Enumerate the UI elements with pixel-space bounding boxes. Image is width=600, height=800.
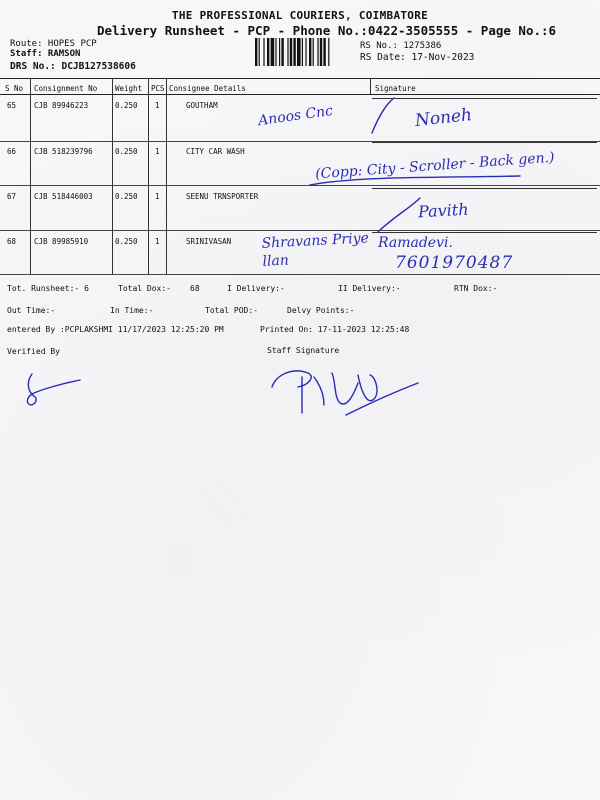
handwriting-r67: Pavith	[417, 199, 469, 222]
row-consignee: SEENU TRNSPORTER	[186, 192, 259, 201]
col-header-consignment: Consignment No	[34, 84, 98, 93]
row-sno: 66	[7, 147, 17, 156]
rtn-dox-label: RTN Dox:-	[454, 284, 498, 293]
row-weight: 0.250	[115, 101, 138, 110]
out-time-label: Out Time:-	[7, 306, 56, 315]
handwriting-r66: (Copp: City - Scroller - Back gen.)	[314, 149, 556, 183]
company-name: THE PROFESSIONAL COURIERS, COIMBATORE	[171, 9, 429, 22]
in-time-label: In Time:-	[110, 306, 154, 315]
rs-number: RS No.: 1275386	[360, 41, 442, 51]
delvy-points-label: Delvy Points:-	[287, 306, 355, 315]
staff-signature-label: Staff Signature	[267, 346, 340, 355]
row-consignee: SRINIVASAN	[186, 237, 232, 246]
row-consignment: CJB 89946223	[34, 101, 89, 110]
staff-signature	[262, 355, 422, 425]
row-consignment: CJB 518239796	[34, 147, 93, 156]
col-header-signature: Signature	[375, 84, 416, 93]
ii-delivery-label: II Delivery:-	[338, 284, 401, 293]
route-label: Route: HOPES PCP	[10, 39, 97, 49]
row-consignment: CJB 89985910	[34, 237, 89, 246]
handwriting-r68-name: Ramadevi.	[378, 235, 453, 251]
ink-stroke-r65	[372, 98, 394, 133]
handwriting-r68-left: Shravans Priye llan	[261, 230, 370, 270]
ink-stroke-r67	[378, 198, 420, 232]
row-consignee: GOUTHAM	[186, 101, 218, 110]
ink-stroke-r66	[310, 176, 520, 185]
col-header-pcs: PCS	[151, 84, 165, 93]
verified-signature	[20, 368, 90, 408]
i-delivery-label: I Delivery:-	[227, 284, 285, 293]
col-header-weight: Weight	[115, 84, 143, 93]
row-pcs: 1	[155, 192, 160, 201]
row-pcs: 1	[155, 101, 160, 110]
row-consignment: CJB 518446003	[34, 192, 93, 201]
entered-by: entered By :PCPLAKSHMI 11/17/2023 12:25:20 PM	[7, 325, 224, 334]
row-sno: 65	[7, 101, 17, 110]
col-header-consignee: Consignee Details	[169, 84, 246, 93]
handwriting-r68-phone: 7601970487	[395, 253, 514, 273]
row-pcs: 1	[155, 147, 160, 156]
runsheet-subtitle: Delivery Runsheet - PCP - Phone No.:0422-3505555 - Page No.:6	[97, 23, 557, 38]
total-dox-value: 68	[190, 284, 200, 293]
printed-on: Printed On: 17-11-2023 12:25:48	[260, 325, 410, 334]
drs-number: DRS No.: DCJB127538606	[10, 61, 136, 72]
row-weight: 0.250	[115, 147, 138, 156]
row-sno: 68	[7, 237, 17, 246]
handwriting-r65-left: Anoos Cnc	[257, 102, 334, 130]
rs-date: RS Date: 17-Nov-2023	[360, 52, 475, 63]
handwriting-r65-signature: Noneh	[414, 105, 473, 131]
total-dox-label: Total Dox:-	[118, 284, 171, 293]
row-sno: 67	[7, 192, 17, 201]
staff-label: Staff: RAMSON	[10, 49, 81, 59]
col-header-sno: S No	[5, 84, 24, 93]
row-weight: 0.250	[115, 237, 138, 246]
verified-by-label: Verified By	[7, 347, 60, 356]
row-weight: 0.250	[115, 192, 138, 201]
total-pod-label: Total POD:-	[205, 306, 258, 315]
total-runsheet: Tot. Runsheet:- 6	[7, 284, 89, 293]
row-pcs: 1	[155, 237, 160, 246]
row-consignee: CITY CAR WASH	[186, 147, 245, 156]
